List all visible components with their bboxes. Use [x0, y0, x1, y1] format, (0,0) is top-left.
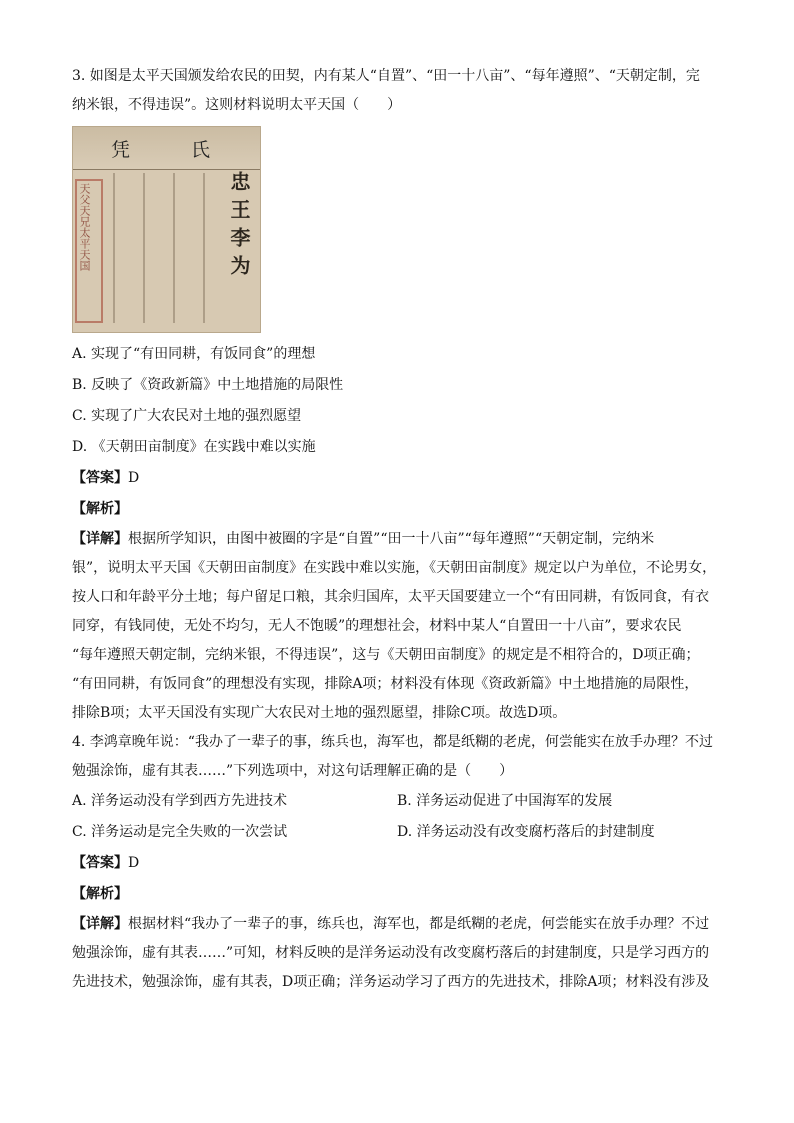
q3-detail-line: “有田同耕，有饭同食”的理想没有实现，排除A项；材料没有体现《资政新篇》中土地措施的局限性， [72, 676, 699, 692]
q4-detail-line: 勉强涂饰，虚有其表……”可知，材料反映的是洋务运动没有改变腐朽落后的封建制度，只是学习西方的 [72, 945, 710, 961]
q4-detail-line [72, 910, 727, 939]
q4-option-a: A. 洋务运动没有学到西方先进技术 [72, 793, 288, 809]
q3-answer [72, 463, 727, 494]
deed-vertical-title: 忠王李为 [227, 171, 251, 283]
q3-detail-line: 银”，说明太平天国《天朝田亩制度》在实践中难以实施，《天朝田亩制度》规定以户为单位，不论男女， [72, 560, 717, 576]
q3-answer-label: 【答案】 [72, 470, 128, 486]
q4-stem-line1: 4. 李鸿章晚年说：“我办了一辈子的事，练兵也，海军也，都是纸糊的老虎，何尝能实在放手办理？不过 [72, 734, 713, 750]
land-deed-image [72, 126, 261, 333]
q3-detail-text: 根据所学知识，由图中被圈的字是“自置”“田一十八亩”“每年遵照”“天朝定制，完纳米 [128, 531, 655, 547]
q3-answer-value: D [128, 470, 140, 486]
q3-option-b: B. 反映了《资政新篇》中土地措施的局限性 [72, 377, 344, 393]
document-page [72, 62, 727, 997]
q4-detail-label: 【详解】 [72, 916, 128, 932]
q3-option-a: A. 实现了“有田同耕，有饭同食”的理想 [72, 346, 316, 362]
q3-option-c: C. 实现了广大农民对土地的强烈愿望 [72, 408, 302, 424]
q3-option-d: D. 《天朝田亩制度》在实践中难以实施 [72, 439, 316, 455]
q3-detail-line: 按人口和年龄平分土地；每户留足口粮，其余归国库，太平天国要建立一个“有田同耕，有饭同食，有衣 [72, 589, 710, 605]
deed-column-line [113, 173, 115, 323]
deed-header-char-left: 凭 [111, 139, 131, 161]
deed-header-char-right: 氏 [191, 139, 211, 161]
q4-options [72, 786, 727, 848]
q3-detail-line [72, 525, 727, 554]
q4-option-b: B. 洋务运动促进了中国海军的发展 [397, 793, 613, 809]
q4-detail-line: 先进技术，勉强涂饰，虚有其表，D项正确；洋务运动学习了西方的先进技术，排除A项；材料没有涉及 [72, 974, 710, 990]
q3-detail-line: “每年遵照天朝定制，完纳米银，不得违误”，这与《天朝田亩制度》的规定是不相符合的，D项正确； [72, 647, 700, 663]
deed-header-band [73, 127, 260, 170]
q3-detail-line: 排除B项；太平天国没有实现广大农民对土地的强烈愿望，排除C项。故选D项。 [72, 705, 567, 721]
q4-answer-value: D [128, 855, 140, 871]
q4-answer-label: 【答案】 [72, 855, 128, 871]
q4-option-c: C. 洋务运动是完全失败的一次尝试 [72, 824, 288, 840]
q3-analysis-label: 【解析】 [72, 501, 128, 517]
q4-stem-line2: 勉强涂饰，虚有其表……”下列选项中，对这句话理解正确的是（ ） [72, 763, 514, 779]
q4-analysis-label: 【解析】 [72, 886, 128, 902]
q3-detail-label: 【详解】 [72, 531, 128, 547]
deed-column-line [143, 173, 145, 323]
q4-analysis [72, 879, 727, 910]
q3-analysis [72, 494, 727, 525]
deed-seal-text: 天父天兄太平天国 [78, 183, 91, 271]
q3-stem-line1: 3. 如图是太平天国颁发给农民的田契，内有某人“自置”、“田一十八亩”、“每年遵照”、“天朝定制，完 [72, 68, 700, 84]
q4-option-d: D. 洋务运动没有改变腐朽落后的封建制度 [397, 824, 655, 840]
deed-column-line [173, 173, 175, 323]
deed-column-line [203, 173, 205, 323]
q3-detail-line: 同穿，有钱同使，无处不均匀，无人不饱暖”的理想社会，材料中某人“自置田一十八亩”，要求农民 [72, 618, 682, 634]
q3-stem-line2: 纳米银，不得违误”。这则材料说明太平天国（ ） [72, 97, 402, 113]
q4-answer [72, 848, 727, 879]
q4-detail-text: 根据材料“我办了一辈子的事，练兵也，海军也，都是纸糊的老虎，何尝能实在放手办理？不过 [128, 916, 710, 932]
